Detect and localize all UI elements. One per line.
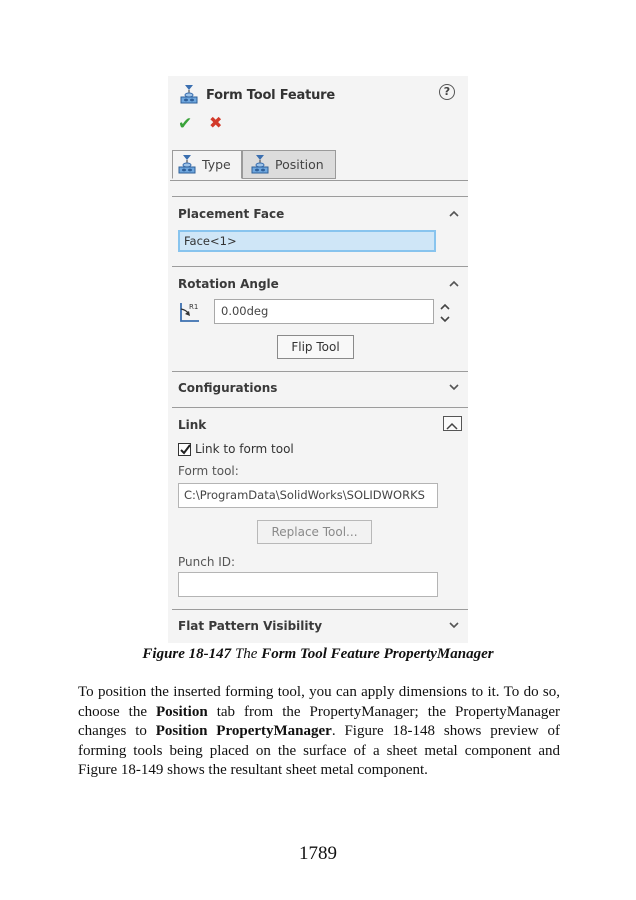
page-number: 1789: [299, 843, 337, 864]
pm-tabs: [170, 150, 468, 181]
divider: [172, 609, 468, 610]
tab-position-label: Position: [275, 157, 324, 172]
paragraph-bold-1: Position: [156, 703, 208, 720]
placement-face-selection-box[interactable]: Face<1>: [178, 230, 436, 252]
configurations-title[interactable]: Configurations: [178, 381, 278, 395]
rotation-angle-icon: [178, 300, 202, 324]
rotation-angle-title: Rotation Angle: [178, 277, 279, 291]
checkmark-icon: [178, 442, 193, 457]
paragraph-text-2: tab from the PropertyManager; the PropertyManager changes to: [78, 703, 561, 739]
punch-id-label: Punch ID:: [178, 555, 236, 569]
chevron-up-icon[interactable]: [448, 278, 460, 290]
form-tool-property-manager: [168, 76, 468, 643]
link-title: Link: [178, 418, 207, 432]
chevron-up-icon[interactable]: [448, 208, 460, 220]
caption-the: The: [231, 646, 262, 662]
ok-button[interactable]: ✔: [178, 114, 193, 134]
form-tool-label: Form tool:: [178, 464, 239, 478]
tab-type-label: Type: [202, 157, 231, 172]
paragraph-text-3: . Figure 18-148 shows preview of forming tools being placed on the surface of a sheet metal component and Figure 18-149 shows the resultant sheet metal component.: [78, 723, 560, 778]
chevron-down-icon[interactable]: [448, 381, 460, 393]
cancel-button[interactable]: ✖: [209, 113, 223, 132]
help-icon[interactable]: ?: [439, 84, 455, 100]
form-tool-icon: [176, 154, 198, 176]
paragraph-text-1: To position the inserted forming tool, you can apply dimensions to it. To do so, choose the: [78, 684, 560, 720]
punch-id-field[interactable]: [178, 572, 438, 597]
position-tool-icon: [249, 154, 271, 176]
chevron-up-icon: [444, 420, 460, 432]
divider: [172, 266, 468, 267]
form-tool-icon: [178, 84, 200, 106]
caption-title: Form Tool Feature PropertyManager: [261, 646, 494, 662]
link-to-form-tool-label: Link to form tool: [195, 442, 294, 456]
pm-title: Form Tool Feature: [206, 87, 335, 103]
pm-header: [178, 84, 335, 106]
body-paragraph: [78, 683, 560, 781]
link-to-form-tool-checkbox[interactable]: [178, 443, 191, 456]
divider: [172, 407, 468, 408]
tab-type[interactable]: [172, 150, 242, 179]
link-to-form-tool-row[interactable]: [178, 442, 294, 456]
flip-tool-button[interactable]: Flip Tool: [277, 335, 354, 359]
replace-tool-button[interactable]: Replace Tool...: [257, 520, 372, 544]
form-tool-path-field[interactable]: C:\ProgramData\SolidWorks\SOLIDWORKS: [178, 483, 438, 508]
figure-caption: [0, 646, 636, 663]
rotation-angle-icon-label: R1: [189, 303, 199, 311]
link-collapse-button[interactable]: [443, 416, 462, 431]
rotation-angle-input[interactable]: 0.00deg: [214, 299, 434, 324]
paragraph-bold-2: Position PropertyManager: [155, 723, 332, 739]
placement-face-title: Placement Face: [178, 207, 285, 221]
tab-position[interactable]: [242, 150, 336, 179]
chevron-down-icon[interactable]: [448, 619, 460, 631]
figure-number: Figure 18-147: [142, 646, 232, 662]
flat-pattern-visibility-title[interactable]: Flat Pattern Visibility: [178, 619, 323, 633]
divider: [172, 371, 468, 372]
spin-arrows-icon[interactable]: [438, 300, 452, 326]
divider: [172, 196, 468, 197]
